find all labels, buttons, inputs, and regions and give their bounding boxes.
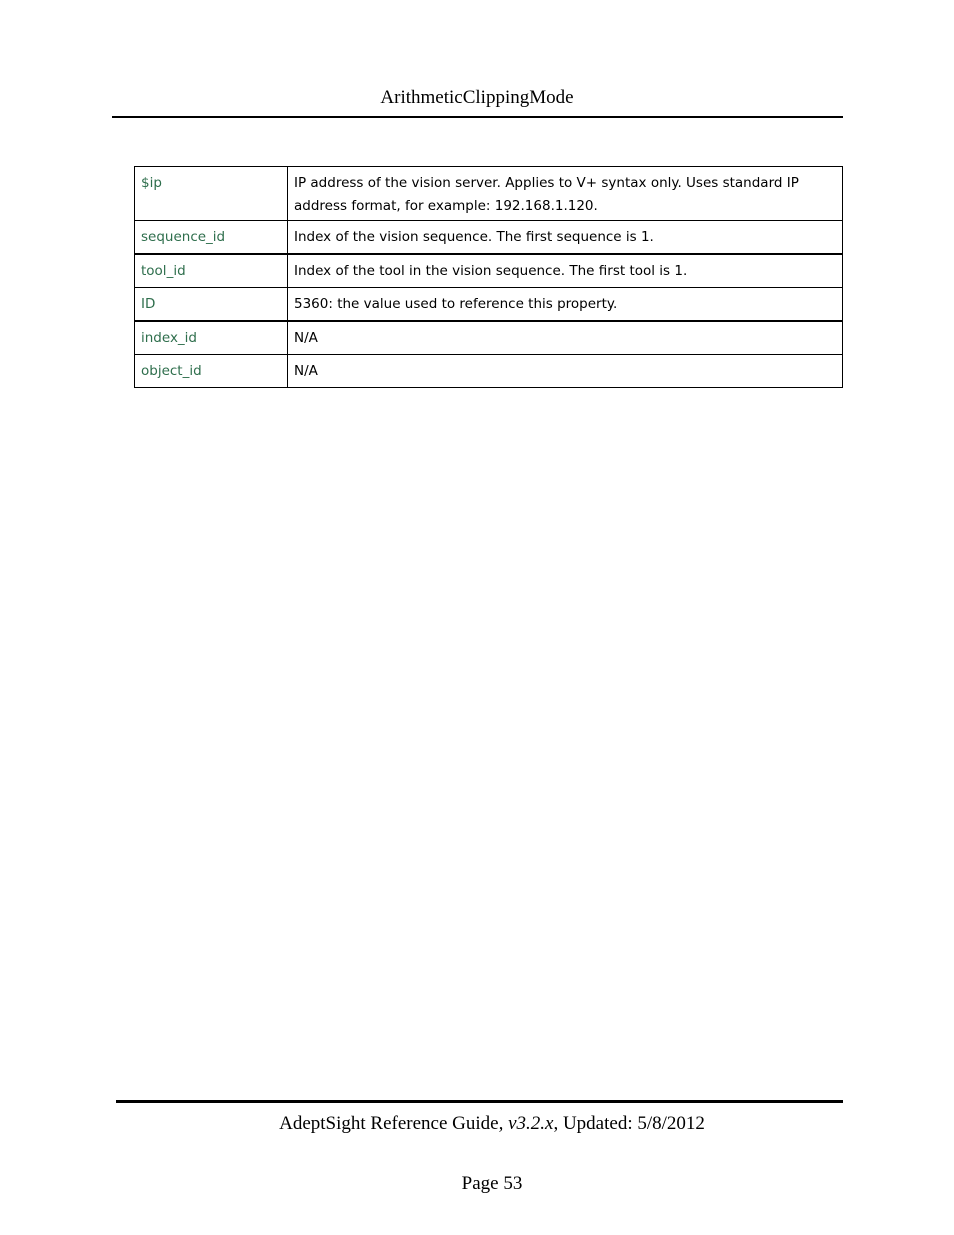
guide-version: , v3.2.x (498, 1113, 554, 1134)
table-row (135, 254, 843, 288)
header-divider (112, 116, 843, 118)
page-number: Page 53 (461, 1173, 523, 1194)
param-description: N/A (288, 355, 843, 388)
table-row (135, 355, 843, 388)
guide-updated: , Updated: 5/8/2012 (553, 1113, 705, 1134)
param-description: N/A (288, 321, 843, 355)
table-row (135, 167, 843, 221)
footer-divider (116, 1100, 843, 1103)
page-header-title: ArithmeticClippingMode (380, 87, 574, 108)
parameters-table (134, 166, 843, 388)
param-name: $ip (135, 167, 288, 221)
param-name: tool_id (135, 254, 288, 288)
table-row (135, 288, 843, 322)
param-description: Index of the tool in the vision sequence. The first tool is 1. (288, 254, 843, 288)
param-name: sequence_id (135, 221, 288, 255)
guide-name: AdeptSight Reference Guide (279, 1113, 499, 1134)
param-description: 5360: the value used to reference this property. (288, 288, 843, 322)
param-name: object_id (135, 355, 288, 388)
table-row (135, 321, 843, 355)
footer-guide-info (0, 1112, 954, 1136)
param-description: IP address of the vision server. Applies to V+ syntax only. Uses standard IP address format, for example: 192.168.1.120. (288, 167, 843, 221)
table-row (135, 221, 843, 255)
param-name: index_id (135, 321, 288, 355)
param-description: Index of the vision sequence. The first sequence is 1. (288, 221, 843, 255)
param-name: ID (135, 288, 288, 322)
